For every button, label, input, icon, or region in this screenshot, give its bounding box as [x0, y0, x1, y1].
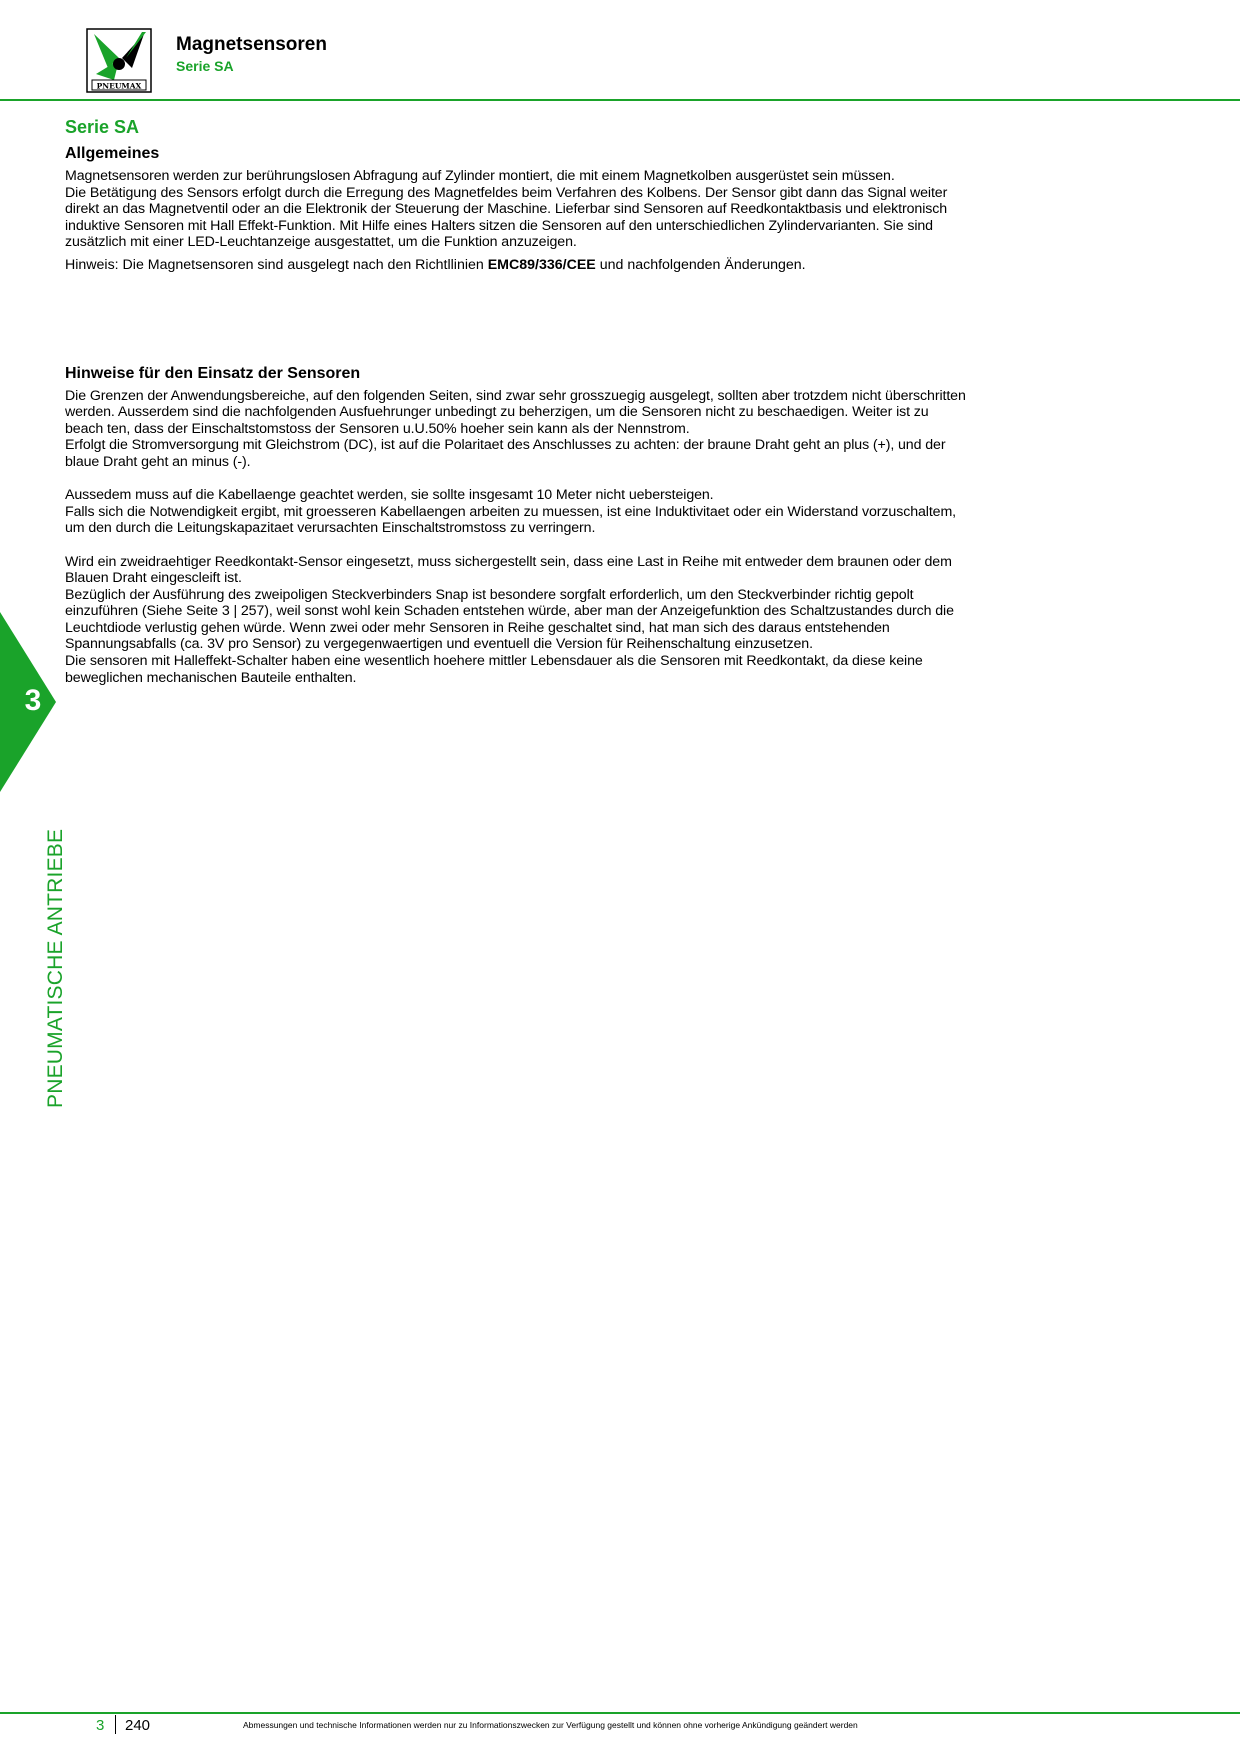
header-divider [0, 99, 1240, 101]
usage-paragraph-3: Wird ein zweidraehtiger Reedkontakt-Sensor eingesetzt, muss sichergestellt sein, dass eine Last in Reihe mit entweder dem braunen oder dem Blauen Draht eingescleift ist. Bezüglich der Ausführung des zweipoligen Steckverbinders Snap ist besondere sorgfalt erforderlich, um den Steckverbinder richtig gepolt einzuführen (Siehe Seite 3 | 257), weil sonst wohl kein Schaden entstehen würde, aber man der Anzeigefunktion des Schaltzustandes durch die Leuchtdiode verlustig gehen würde. Wenn zwei oder mehr Sensoren in Reihe geschaltet sind, hat man sich des daraus entstehenden Spannungsabfalls (ca. 3V pro Sensor) zu vergegenwaertigen und eventuell die Version für Reihenschaltung einzusetzen. Die sensoren mit Halleffekt-Schalter haben eine wesentlich hoehere mittler Lebensdauer als die Sensoren mit Reedkontakt, da diese keine beweglichen mechanischen Bauteile enthalten. [65, 553, 954, 686]
footer-divider [0, 1712, 1240, 1714]
header-subtitle: Serie SA [176, 58, 234, 74]
page-header [0, 0, 1240, 102]
footer-disclaimer: Abmessungen und technische Informationen werden nur zu Informationszwecken zur Verfügung gestellt und können ohne vorherige Ankündigung geändert werden [243, 1720, 858, 1730]
main-content [65, 116, 1165, 686]
usage-heading: Hinweise für den Einsatz der Sensoren [65, 364, 361, 382]
footer-separator [115, 1715, 116, 1734]
general-heading: Allgemeines [65, 145, 160, 162]
chapter-tab [0, 612, 56, 792]
page-number: 240 [125, 1717, 151, 1734]
footer-chapter: 3 [96, 1717, 105, 1734]
usage-paragraph-2: Aussedem muss auf die Kabellaenge geachtet werden, sie sollte insgesamt 10 Meter nicht uebersteigen. Falls sich die Notwendigkeit ergibt, mit groesseren Kabellaengen arbeiten zu muessen, ist eine Induktivitaet oder ein Widerstand vorzuschaltem, um den durch die Leitungskapazitaet verursachten Einschaltstromstoss zu verringern. [65, 487, 957, 537]
note-prefix: Hinweis: Die Magnetsensoren sind ausgelegt nach den Richtllinien [65, 256, 488, 273]
pneumax-logo [86, 28, 152, 93]
usage-paragraph-1: Die Grenzen der Anwendungsbereiche, auf den folgenden Seiten, sind zwar sehr grosszuegig ausgelegt, sollten aber trotzdem nicht überschritten werden. Ausserdem sind die nachfolgenden Ausfuehrunger unbedingt zu beherzigen, um die Sensoren nicht zu beschaedigen. Weiter ist zu beach ten, dass der Einschaltstomstoss der Sensoren u.U.50% hoeher sein kann als der Nennstrom. Erfolgt die Stromversorgung mit Gleichstrom (DC), ist auf die Polaritaet des Anschlusses zu achten: der braune Draht geht an plus (+), und der blaue Draht geht an minus (-). [65, 387, 966, 470]
general-body: Magnetsensoren werden zur berührungslosen Abfragung auf Zylinder montiert, die mit einem Magnetkolben ausgerüstet sein müssen. Die Betätigung des Sensors erfolgt durch die Erregung des Magnetfeldes beim Verfahren des Kolbens. Der Sensor gibt dann das Signal weiter direkt an das Magnetventil oder an die Elektronik der Steuerung der Maschine. Lieferbar sind Sensoren auf Reedkontaktbasis und elektronisch induktive Sensoren mit Hall Effekt-Funktion. Mit Hilfe eines Halters sitzen die Sensoren auf den unterschiedlichen Zylindervarianten. Sie sind zusätzlich mit einer LED-Leuchtanzeige ausgestattet, um die Funktion anzuzeigen. [65, 168, 948, 251]
usage-section [65, 364, 1165, 687]
section-title: Serie SA [65, 117, 140, 137]
header-title: Magnetsensoren [176, 34, 327, 55]
note-suffix: und nachfolgenden Änderungen. [595, 256, 806, 273]
general-note [65, 257, 1165, 274]
chapter-label: PNEUMATISCHE ANTRIEBE [44, 828, 67, 1108]
note-standard: EMC89/336/CEE [487, 256, 596, 273]
chapter-number: 3 [24, 684, 42, 717]
logo-text: PNEUMAX [96, 81, 142, 91]
